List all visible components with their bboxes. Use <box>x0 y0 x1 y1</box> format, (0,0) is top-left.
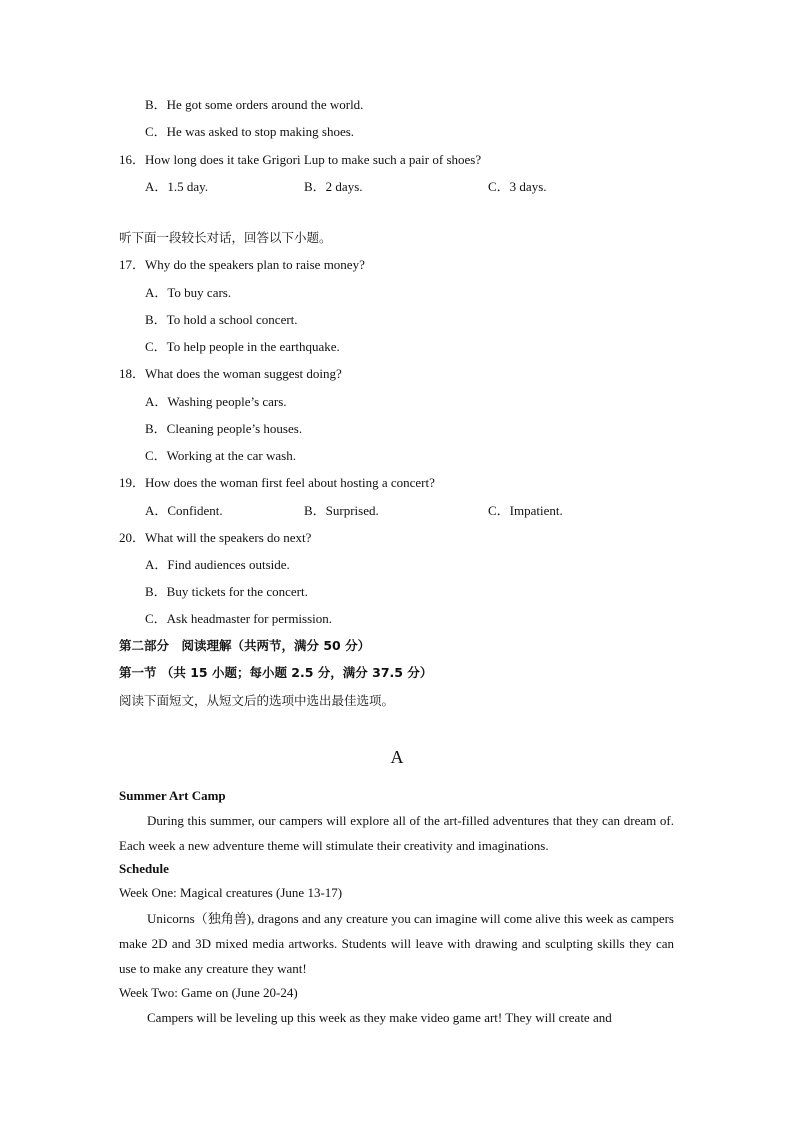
q15-option-b: B．He got some orders around the world. <box>145 97 364 112</box>
listening-instruction: 听下面一段较长对话，回答以下小题。 <box>119 230 332 245</box>
section1-heading: 第一节 （共 15 小题；每小题 2.5 分，满分 37.5 分） <box>119 665 433 680</box>
q19-option-a: A．Confident. <box>145 503 223 518</box>
passage-title: Summer Art Camp <box>119 788 226 803</box>
q19-stem: 19．How does the woman first feel about hosting a concert? <box>119 475 435 490</box>
q16-option-c: C．3 days. <box>488 179 547 194</box>
week2-text: Campers will be leveling up this week as they make video game art! They will create and <box>147 1010 612 1025</box>
part2-heading: 第二部分 阅读理解（共两节，满分 50 分） <box>119 638 371 653</box>
schedule-heading: Schedule <box>119 861 169 876</box>
week2-heading: Week Two: Game on (June 20-24) <box>119 985 298 1000</box>
passage-intro: During this summer, our campers will explore all of the art-filled adventures that they can dream of. Each week a new adventure theme will stimulate their creativity and imaginations. <box>119 813 674 853</box>
q20-option-b: B．Buy tickets for the concert. <box>145 584 308 599</box>
q19-option-b: B．Surprised. <box>304 503 379 518</box>
q19-option-c: C．Impatient. <box>488 503 563 518</box>
q16-option-a: A．1.5 day. <box>145 179 209 194</box>
q15-option-c: C．He was asked to stop making shoes. <box>145 124 355 139</box>
q18-option-c: C．Working at the car wash. <box>145 448 296 463</box>
q20-option-a: A．Find audiences outside. <box>145 557 290 572</box>
q17-option-b: B．To hold a school concert. <box>145 312 298 327</box>
q17-option-a: A．To buy cars. <box>145 285 232 300</box>
reading-instruction: 阅读下面短文，从短文后的选项中选出最佳选项。 <box>119 693 395 708</box>
q17-option-c: C．To help people in the earthquake. <box>145 339 340 354</box>
q17-stem: 17．Why do the speakers plan to raise money? <box>119 257 365 272</box>
q16-stem: 16．How long does it take Grigori Lup to make such a pair of shoes? <box>119 152 482 167</box>
q20-option-c: C．Ask headmaster for permission. <box>145 611 333 626</box>
passage-letter: A <box>390 747 404 767</box>
q16-option-b: B．2 days. <box>304 179 363 194</box>
q20-stem: 20．What will the speakers do next? <box>119 530 312 545</box>
week1-heading: Week One: Magical creatures (June 13-17) <box>119 885 343 900</box>
q18-option-a: A．Washing people’s cars. <box>145 394 287 409</box>
week1-text: Unicorns（独角兽), dragons and any creature you can imagine will come alive this week as campers make 2D and 3D mixed media artworks. Students will leave with drawing and sculpting skills they can use to make any creature they want! <box>119 911 674 976</box>
q18-stem: 18．What does the woman suggest doing? <box>119 366 342 381</box>
q18-option-b: B．Cleaning people’s houses. <box>145 421 303 436</box>
